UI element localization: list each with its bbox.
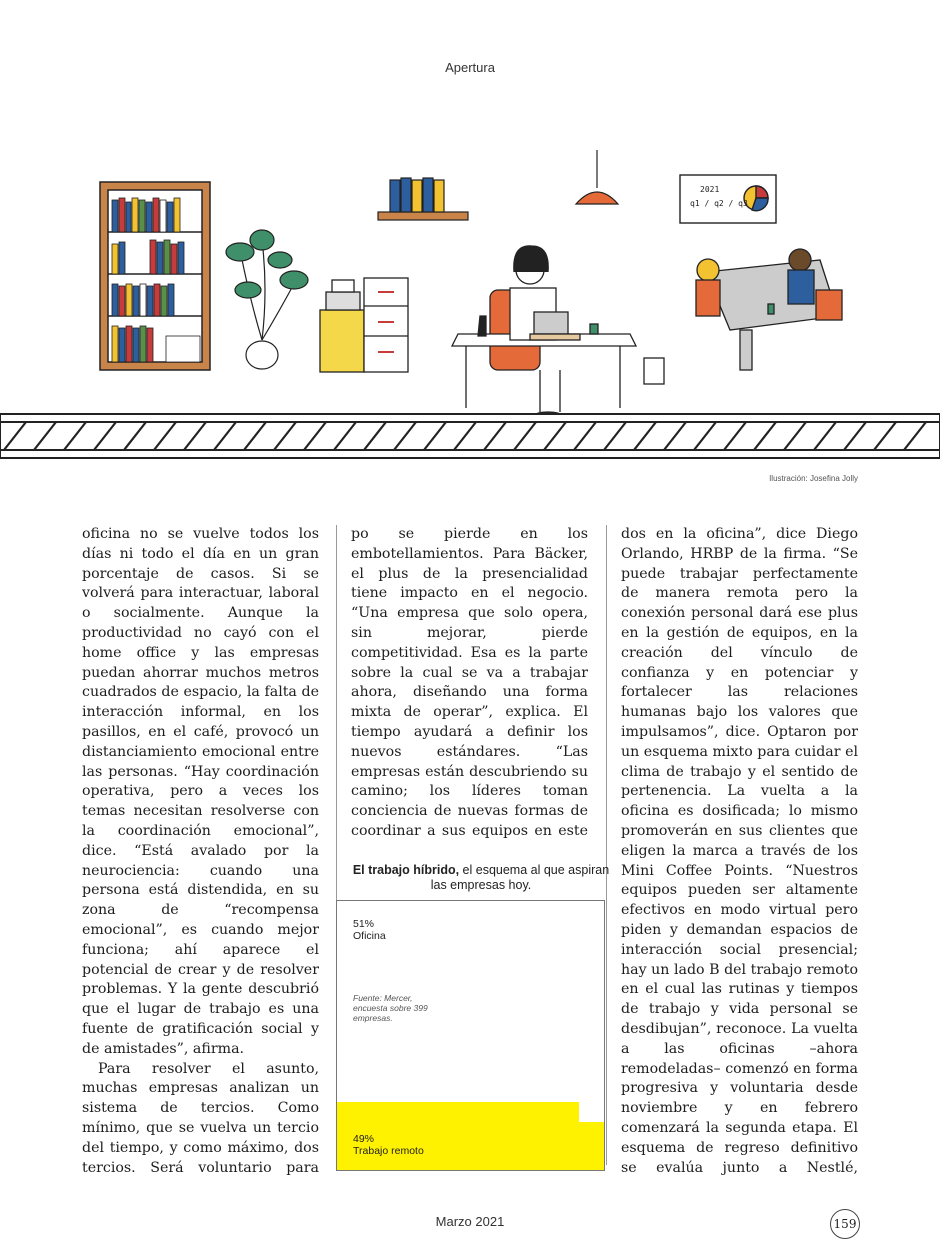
source-line-1: Fuente: Mercer,	[353, 993, 413, 1003]
remote-value-label: 49%	[353, 1133, 375, 1145]
issue-date: Marzo 2021	[435, 1214, 505, 1229]
paragraph: oficina no se vuelve todos los días ni todo el día en un gran porcentaje de casos. Si se volverá para interactuar, laboral o socialmente. Aunque la productividad no cayó con el home office y las empresas puedan ahorrar muchos metros cuadrados de espacio, la falta de interacción informal, en los pasillos, en el café, provocó un distanciamiento emocional entre las personas. “Hay coordinación operativa, pero a veces los temas necesitan resolverse con la coordinación emocional”, dice. “Está avalado por la neurociencia: cuando una persona está distendida, en su zona de “recompensa emocional”, es cuando mejor funciona; ahí aparece el potencial de crear y de resolver problemas. Y la gente descubrió que el lugar de trabajo es una fuente de gratificación social y de amistades”, afirma.	[82, 526, 319, 1057]
chart-svg	[337, 901, 604, 1170]
pendant-lamp	[576, 150, 618, 204]
source-line-3: empresas.	[353, 1013, 393, 1023]
office-illustration	[0, 140, 940, 470]
paragraph: Para resolver el asunto, muchas empresas analizan un sistema de tercios. Como mínimo, que se vuelva un tercio del tiempo, y como máximo, dos tercios. Será voluntario para	[82, 1060, 319, 1175]
column-divider	[606, 525, 607, 1165]
page-number: 159	[830, 1209, 860, 1239]
article-column-3	[621, 525, 858, 1175]
paragraph: po se pierde en los embotellamientos. Para Bäcker, el plus de la presencialidad tiene impacto en el negocio. “Una empresa que solo opera, sin mejorar, pierde competitividad. Esa es la parte sobre la cual se va a trabajar ahora, diseñando una forma mixta de operar”, explica. El tiempo ayudará a definir los nuevos estándares. “Las empresas están descubriendo su camino; los líderes toman conciencia de nuevas formas de coordinar a sus equipos en este	[351, 526, 588, 839]
cabinet	[320, 278, 408, 372]
meeting-table	[696, 249, 842, 370]
chart-caption-text: el esquema al que aspiran las empresas hoy.	[430, 863, 610, 892]
hybrid-work-chart	[336, 900, 605, 1171]
bookshelf	[100, 182, 210, 370]
remote-area	[337, 1102, 604, 1170]
office-value-label: 51%	[353, 918, 375, 930]
section-label: Apertura	[445, 60, 495, 75]
wall-shelf	[378, 178, 468, 220]
floor-track	[0, 414, 940, 458]
chart-caption	[351, 863, 611, 893]
article-column-2	[351, 525, 588, 840]
remote-category-label: Trabajo remoto	[353, 1145, 424, 1157]
board-year: 2021	[700, 185, 720, 194]
source-line-2: encuesta sobre 399	[353, 1003, 428, 1013]
desk-worker	[452, 246, 664, 420]
office-category-label: Oficina	[353, 930, 386, 942]
chart-caption-bold: El trabajo híbrido,	[352, 863, 460, 877]
board-quarters: q1 / q2 / q3	[690, 199, 748, 208]
plant	[226, 230, 308, 369]
article-column-1	[82, 525, 319, 1175]
paragraph: dos en la oficina”, dice Diego Orlando, HRBP de la firma. “Se puede trabajar perfectamente de manera remota pero la conexión personal dará ese plus en la gestión de equipos, en la creación del vínculo de confianza y en potenciar y fortalecer las relaciones humanas bajo los valores que impulsamos”, dice. Optaron por un esquema mixto para cuidar el clima de trabajo y el sentido de pertenencia. La vuelta a la oficina es dosificada; lo mismo promoverán en sus clientes que eligen la marca a través de los Mini Coffee Points. “Nuestros equipos pueden ser altamente efectivos en modo virtual pero piden y demandan espacios de interacción social presencial; hay un lado B del trabajo remoto en el cual las rutinas y tiempos de trabajo y vida personal se desdibujan”, reconoce. La vuelta a las oficinas –ahora remodeladas– comenzó en forma progresiva y voluntaria desde noviembre y en febrero comenzará la segunda etapa. El esquema de regreso definitivo se evalúa junto a Nestlé,	[621, 526, 858, 1175]
illustration-credit: Ilustración: Josefina Jolly	[769, 474, 858, 483]
